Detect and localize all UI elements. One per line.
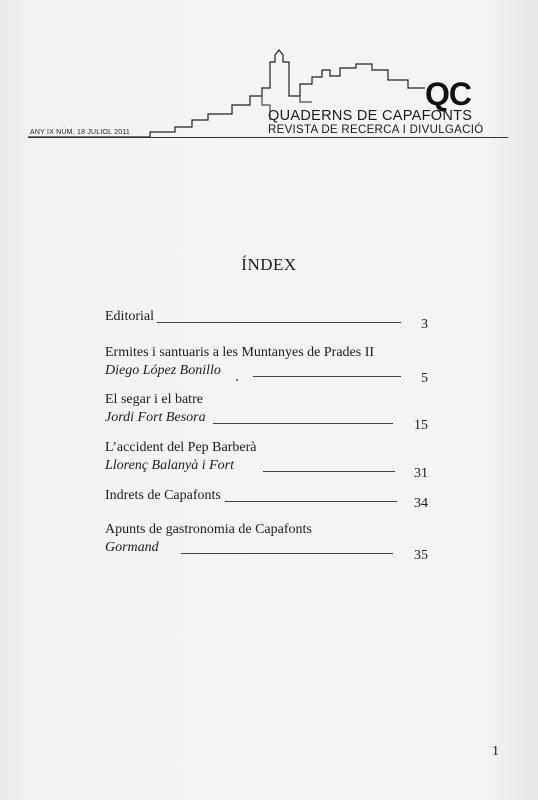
leader-line — [253, 376, 401, 377]
toc-entry-title: El segar i el batre — [105, 392, 203, 407]
header-divider — [28, 137, 508, 138]
leader-line — [157, 322, 401, 323]
toc-entry-editorial[interactable] — [105, 309, 428, 332]
toc-entry-author: Llorenç Balanyà i Fort — [105, 458, 234, 473]
toc-entry-segar[interactable] — [105, 392, 428, 433]
toc-page-number: 3 — [421, 317, 428, 332]
magazine-logo: QC — [425, 76, 471, 112]
issue-line: ANY IX NÚM. 18 JULIOL 2011 — [30, 129, 131, 136]
toc-entry-author: Jordi Fort Besora — [105, 410, 206, 425]
toc-entry-title: Editorial — [105, 309, 154, 324]
toc-entry-title: L’accident del Pep Barberà — [105, 440, 257, 455]
toc-page-number: 31 — [414, 466, 428, 481]
toc-entry-author: Gormand — [105, 540, 159, 555]
toc-entry-ermites[interactable] — [105, 345, 428, 386]
leader-line — [213, 423, 393, 424]
toc-entry-gastronomia[interactable] — [105, 522, 428, 563]
toc-entry-indrets[interactable] — [105, 488, 428, 511]
magazine-subtitle: REVISTA DE RECERCA I DIVULGACIÓ — [268, 124, 484, 136]
folio-page-number: 1 — [492, 744, 499, 759]
toc-entry-title: Apunts de gastronomia de Capafonts — [105, 522, 312, 537]
leader-line — [263, 471, 395, 472]
toc-entry-title: Ermites i santuaris a les Muntanyes de Prades II — [105, 345, 375, 360]
print-speck — [236, 379, 238, 381]
toc-page-number: 34 — [414, 496, 428, 511]
toc-page-number: 5 — [421, 371, 428, 386]
leader-line — [181, 553, 393, 554]
toc-entry-author: Diego López Bonillo — [105, 363, 221, 378]
toc-entry-title: Indrets de Capafonts — [105, 488, 221, 503]
magazine-title: QUADERNS DE CAPAFONTS — [268, 108, 473, 124]
toc-page-number: 15 — [414, 418, 428, 433]
leader-line — [225, 501, 397, 502]
toc-page-number: 35 — [414, 548, 428, 563]
index-heading: ÍNDEX — [241, 255, 297, 274]
toc-entry-accident[interactable] — [105, 440, 428, 481]
